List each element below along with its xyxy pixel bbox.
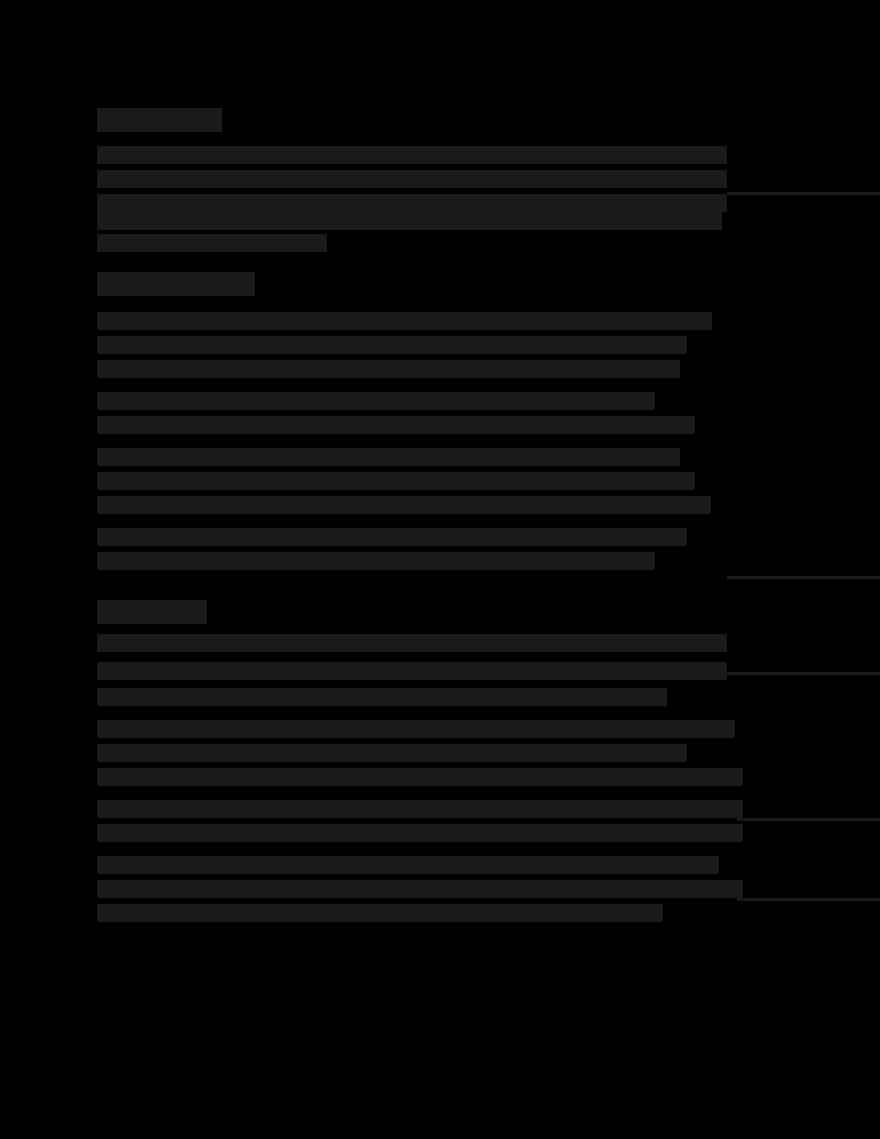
section-heading-redacted	[97, 272, 255, 296]
text-line-redacted	[97, 392, 655, 410]
section-heading-redacted	[97, 108, 222, 132]
text-line-redacted	[97, 904, 663, 922]
text-line-redacted	[97, 662, 727, 680]
text-line-redacted	[97, 146, 727, 164]
text-line-redacted	[97, 194, 727, 212]
text-line-redacted	[97, 720, 735, 738]
horizontal-rule	[737, 898, 880, 901]
text-line-redacted	[97, 336, 687, 354]
section-heading-redacted	[97, 600, 207, 624]
text-line-redacted	[97, 528, 687, 546]
text-line-redacted	[97, 472, 695, 490]
text-line-redacted	[97, 688, 667, 706]
text-line-redacted	[97, 856, 719, 874]
text-line-redacted	[97, 768, 743, 786]
horizontal-rule	[727, 576, 880, 579]
text-line-redacted	[97, 880, 743, 898]
horizontal-rule	[737, 818, 880, 821]
text-line-redacted	[97, 744, 687, 762]
text-line-redacted	[97, 234, 327, 252]
text-line-redacted	[97, 360, 680, 378]
text-line-redacted	[97, 416, 695, 434]
text-line-redacted	[97, 212, 722, 230]
text-line-redacted	[97, 634, 727, 652]
horizontal-rule	[727, 672, 880, 675]
text-line-redacted	[97, 448, 680, 466]
horizontal-rule	[727, 192, 880, 195]
text-line-redacted	[97, 824, 743, 842]
text-line-redacted	[97, 170, 727, 188]
text-line-redacted	[97, 800, 743, 818]
text-line-redacted	[97, 312, 712, 330]
text-line-redacted	[97, 496, 711, 514]
text-line-redacted	[97, 552, 655, 570]
